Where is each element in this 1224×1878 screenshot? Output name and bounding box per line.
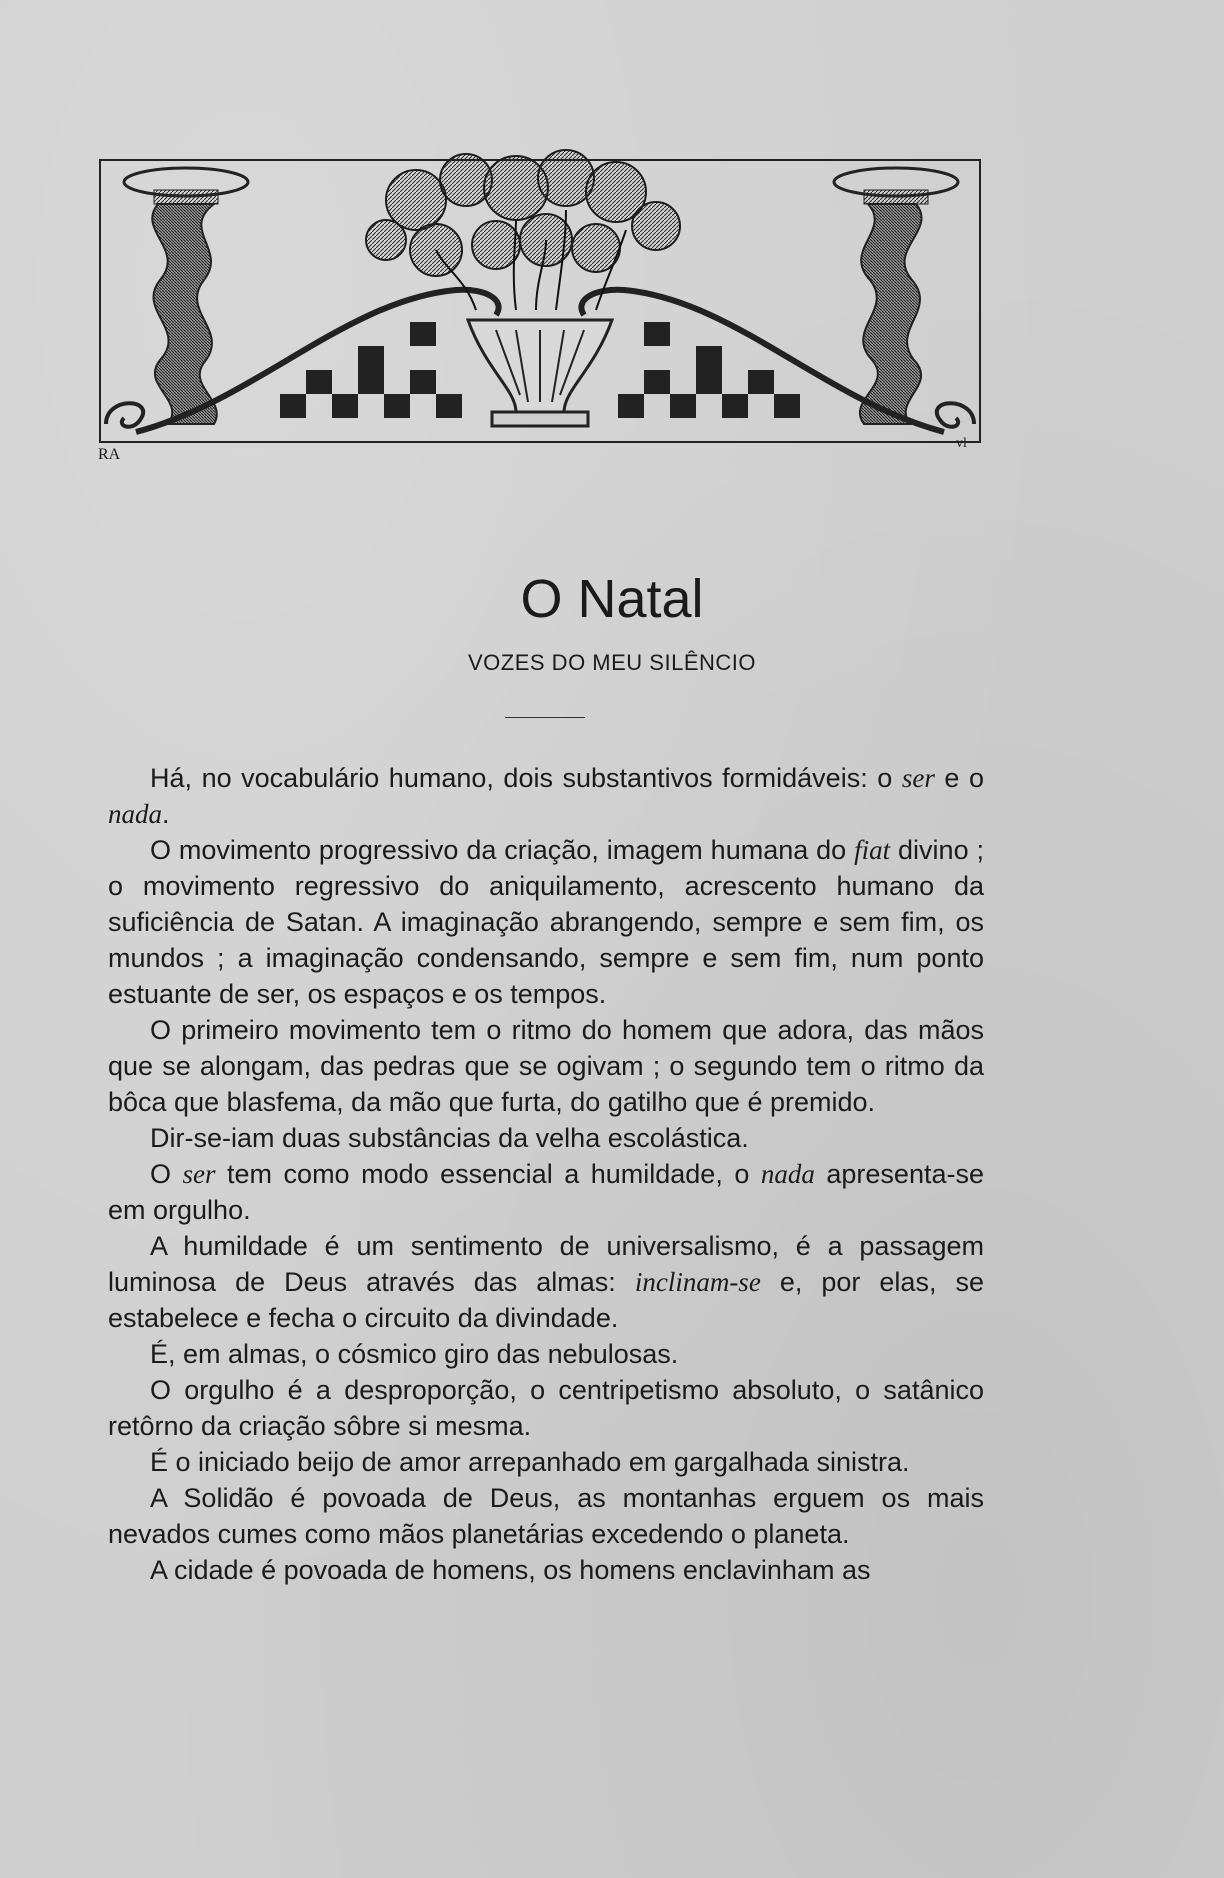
italic-term: fiat — [854, 835, 891, 865]
italic-term: inclinam-se — [634, 1267, 761, 1297]
paragraph-text: apresenta-se em orgulho. — [108, 1159, 984, 1225]
paragraph-text: É, em almas, o cósmico giro das nebulosas. — [150, 1339, 679, 1369]
paragraph-text: e, por elas, se estabelece e fecha o circuito da divindade. — [108, 1267, 984, 1333]
vase-of-flowers-between-columns-icon — [96, 140, 984, 454]
paragraph — [108, 1012, 984, 1120]
paragraph — [108, 1156, 984, 1228]
paragraph-text: e o — [934, 763, 984, 793]
paragraph-text: tem como modo essencial a humildade, o — [215, 1159, 761, 1189]
article-body — [108, 760, 984, 1588]
italic-term: ser — [901, 763, 935, 793]
italic-term: ser — [182, 1159, 216, 1189]
paragraph-text: O primeiro movimento tem o ritmo do homem que adora, das mãos que se alongam, das pedras que se ogivam ; o segundo tem o ritmo da bôca que blasfema, da mão que furta, do gatilho que é premido. — [108, 1015, 984, 1117]
illustrator-signature-left: RA — [98, 446, 121, 463]
paragraph-text: O — [150, 1159, 183, 1189]
italic-term: nada — [760, 1159, 815, 1189]
paragraph — [108, 1120, 984, 1156]
paragraph-text: A cidade é povoada de homens, os homens enclavinham as — [150, 1555, 871, 1585]
paragraph — [108, 760, 984, 832]
page-subtitle: VOZES DO MEU SILÊNCIO — [468, 650, 756, 675]
paragraph — [108, 1480, 984, 1552]
italic-term: nada — [108, 799, 162, 829]
page-title: O Natal — [520, 569, 704, 629]
paragraph — [108, 1444, 984, 1480]
paragraph-text: A humildade é um sentimento de universalismo, é a passagem luminosa de Deus através das almas: — [108, 1231, 984, 1297]
paragraph-text: Dir-se-iam duas substâncias da velha escolástica. — [150, 1123, 749, 1153]
paragraph-text: . — [162, 799, 170, 829]
divider-rule — [505, 717, 585, 718]
paragraph-text: Há, no vocabulário humano, dois substantivos formidáveis: o — [150, 763, 902, 793]
paragraph — [108, 832, 984, 1012]
paragraph — [108, 1552, 984, 1588]
paragraph-text: É o iniciado beijo de amor arrepanhado em gargalhada sinistra. — [150, 1447, 910, 1477]
paragraph-text: O orgulho é a desproporção, o centripetismo absoluto, o satânico retôrno da criação sôbre si mesma. — [108, 1375, 984, 1441]
paragraph-text: O movimento progressivo da criação, imagem humana do — [150, 835, 855, 865]
paragraph-text: divino ; o movimento regressivo do aniquilamento, acrescento humano da suficiência de Satan. A imaginação abrangendo, sempre e sem fim, os mundos ; a imaginação condensando, sempre e sem fim, num ponto estuante de ser, os espaços e os tempos. — [108, 835, 984, 1009]
illustrator-signature-right: vl — [956, 436, 967, 451]
paragraph — [108, 1336, 984, 1372]
paragraph-text: A Solidão é povoada de Deus, as montanhas erguem os mais nevados cumes como mãos planetárias excedendo o planeta. — [108, 1483, 984, 1549]
paragraph — [108, 1228, 984, 1336]
paragraph — [108, 1372, 984, 1444]
